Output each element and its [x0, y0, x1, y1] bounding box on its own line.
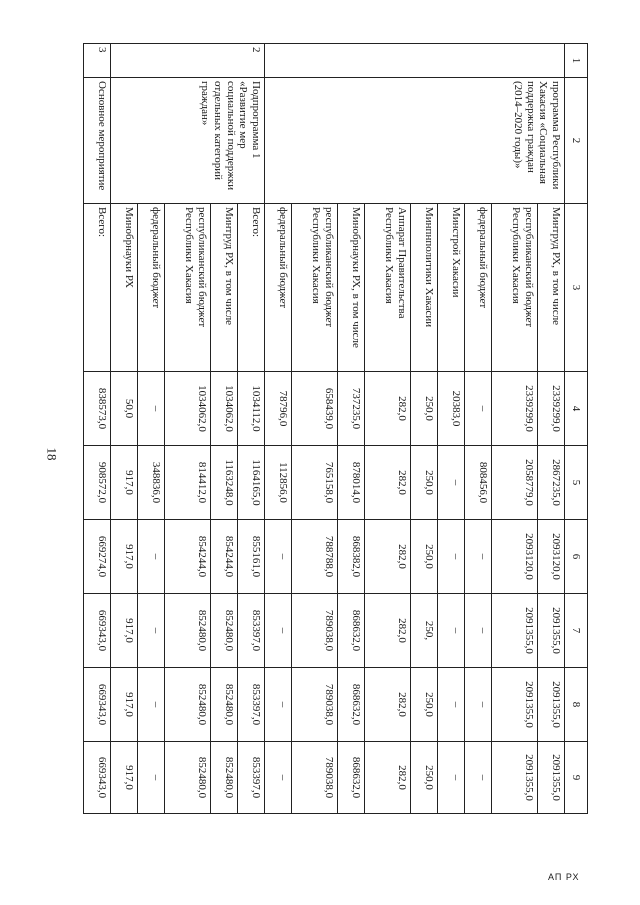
value-cell: 1034112,0 [237, 372, 264, 446]
value-cell: – [137, 742, 164, 814]
executor-cell: Минтруд РХ, в том числе [211, 204, 238, 372]
value-cell: 854244,0 [164, 520, 210, 594]
value-cell: 669343,0 [84, 594, 111, 668]
executor-cell: федеральный бюджет [264, 204, 291, 372]
executor-cell: республиканский бюджет Республики Хакасия [491, 204, 537, 372]
value-cell: 852480,0 [211, 742, 238, 814]
value-cell: – [137, 520, 164, 594]
value-cell: 808456,0 [464, 446, 491, 520]
header-row [565, 44, 588, 814]
value-cell: 2091355,0 [491, 668, 537, 742]
program-name-cell: программа Республики Хакасия «Социальная поддержка граждан (2014–2020 годы)» [264, 78, 564, 204]
value-cell: 852480,0 [164, 594, 210, 668]
value-cell: – [464, 594, 491, 668]
value-cell: 20383,0 [438, 372, 465, 446]
value-cell: – [264, 520, 291, 594]
value-cell: 1034062,0 [164, 372, 210, 446]
value-cell: 917,0 [110, 520, 137, 594]
value-cell: 2093120,0 [538, 520, 565, 594]
value-cell: – [464, 372, 491, 446]
header-cell: 4 [565, 372, 588, 446]
executor-cell: Минпнполитики Хакасии [411, 204, 438, 372]
value-cell: 282,0 [364, 520, 410, 594]
value-cell: 908572,0 [84, 446, 111, 520]
value-cell: 868632,0 [337, 742, 364, 814]
value-cell: 789038,0 [291, 594, 337, 668]
row-number-cell: 3 [84, 44, 111, 78]
value-cell: 1034062,0 [211, 372, 238, 446]
value-cell: 854244,0 [211, 520, 238, 594]
value-cell: – [137, 372, 164, 446]
value-cell: – [464, 742, 491, 814]
program-name-cell: Основное мероприятие [84, 78, 111, 204]
value-cell: – [137, 668, 164, 742]
value-cell: 250,0 [411, 668, 438, 742]
value-cell: – [438, 668, 465, 742]
value-cell: 917,0 [110, 742, 137, 814]
value-cell: – [438, 520, 465, 594]
value-cell: 853397,0 [237, 668, 264, 742]
executor-cell: Минобрнауки РХ [110, 204, 137, 372]
executor-cell: Минобрнауки РХ, в том числе [337, 204, 364, 372]
row-number-cell: 2 [110, 44, 264, 78]
value-cell: 878014,0 [337, 446, 364, 520]
executor-cell: Минстрой Хакасии [438, 204, 465, 372]
value-cell: 853397,0 [237, 594, 264, 668]
value-cell: 855161,0 [237, 520, 264, 594]
header-cell: 1 [565, 44, 588, 78]
value-cell: 2091355,0 [538, 594, 565, 668]
value-cell: 250,0 [411, 742, 438, 814]
program-name-cell: Подпрограмма 1 «Развитие мер социальной поддержки отдельных категорий граждан» [110, 78, 264, 204]
value-cell: 917,0 [110, 446, 137, 520]
value-cell: 2058779,0 [491, 446, 537, 520]
value-cell: 852480,0 [164, 742, 210, 814]
executor-cell: федеральный бюджет [137, 204, 164, 372]
value-cell: 282,0 [364, 372, 410, 446]
header-cell: 7 [565, 594, 588, 668]
value-cell: 814412,0 [164, 446, 210, 520]
value-cell: 868632,0 [337, 594, 364, 668]
value-cell: 852480,0 [164, 668, 210, 742]
value-cell: – [438, 594, 465, 668]
executor-cell: Всего: [237, 204, 264, 372]
value-cell: 917,0 [110, 594, 137, 668]
table-row [538, 44, 565, 814]
budget-table [83, 43, 588, 814]
value-cell: 282,0 [364, 668, 410, 742]
value-cell: – [464, 520, 491, 594]
header-cell: 9 [565, 742, 588, 814]
value-cell: 868382,0 [337, 520, 364, 594]
value-cell: 765158,0 [291, 446, 337, 520]
value-cell: 669343,0 [84, 668, 111, 742]
executor-cell: Минтруд РХ, в том числе [538, 204, 565, 372]
value-cell: 112856,0 [264, 446, 291, 520]
footer-mark: АП РХ [548, 872, 580, 882]
value-cell: 669343,0 [84, 742, 111, 814]
value-cell: 852480,0 [211, 668, 238, 742]
value-cell: 250,0 [411, 446, 438, 520]
executor-cell: республиканский бюджет Республики Хакасия [164, 204, 210, 372]
value-cell: 2339299,0 [538, 372, 565, 446]
value-cell: – [464, 668, 491, 742]
value-cell: 250, [411, 594, 438, 668]
header-cell: 3 [565, 204, 588, 372]
value-cell: 2093120,0 [491, 520, 537, 594]
value-cell: 868632,0 [337, 668, 364, 742]
value-cell: – [438, 446, 465, 520]
header-cell: 2 [565, 78, 588, 204]
header-cell: 8 [565, 668, 588, 742]
value-cell: 788788,0 [291, 520, 337, 594]
value-cell: 282,0 [364, 446, 410, 520]
value-cell: 853397,0 [237, 742, 264, 814]
header-cell: 5 [565, 446, 588, 520]
value-cell: 2091355,0 [491, 594, 537, 668]
value-cell: 2091355,0 [491, 742, 537, 814]
value-cell: 658439,0 [291, 372, 337, 446]
value-cell: 669274,0 [84, 520, 111, 594]
value-cell: – [264, 742, 291, 814]
table-row [84, 44, 111, 814]
value-cell: – [264, 668, 291, 742]
value-cell: 838573,0 [84, 372, 111, 446]
executor-cell: Аппарат Правительства Республики Хакасия [364, 204, 410, 372]
value-cell: 78796,0 [264, 372, 291, 446]
executor-cell: республиканский бюджет Республики Хакасия [291, 204, 337, 372]
value-cell: – [438, 742, 465, 814]
page-number: 18 [44, 447, 60, 461]
value-cell: 282,0 [364, 742, 410, 814]
row-number-cell [264, 44, 564, 78]
value-cell: 50,0 [110, 372, 137, 446]
value-cell: 789038,0 [291, 742, 337, 814]
value-cell: 917,0 [110, 668, 137, 742]
value-cell: 2091355,0 [538, 742, 565, 814]
value-cell: 250,0 [411, 520, 438, 594]
value-cell: 1163248,0 [211, 446, 238, 520]
value-cell: 789038,0 [291, 668, 337, 742]
value-cell: 2867235,0 [538, 446, 565, 520]
value-cell: 250,0 [411, 372, 438, 446]
value-cell: 1164165,0 [237, 446, 264, 520]
executor-cell: Всего: [84, 204, 111, 372]
header-cell: 6 [565, 520, 588, 594]
rotated-table-container [83, 43, 588, 813]
value-cell: – [137, 594, 164, 668]
value-cell: – [264, 594, 291, 668]
executor-cell: федеральный бюджет [464, 204, 491, 372]
table-row [237, 44, 264, 814]
value-cell: 2339299,0 [491, 372, 537, 446]
value-cell: 852480,0 [211, 594, 238, 668]
value-cell: 348836,0 [137, 446, 164, 520]
value-cell: 2091355,0 [538, 668, 565, 742]
value-cell: 282,0 [364, 594, 410, 668]
value-cell: 737235,0 [337, 372, 364, 446]
